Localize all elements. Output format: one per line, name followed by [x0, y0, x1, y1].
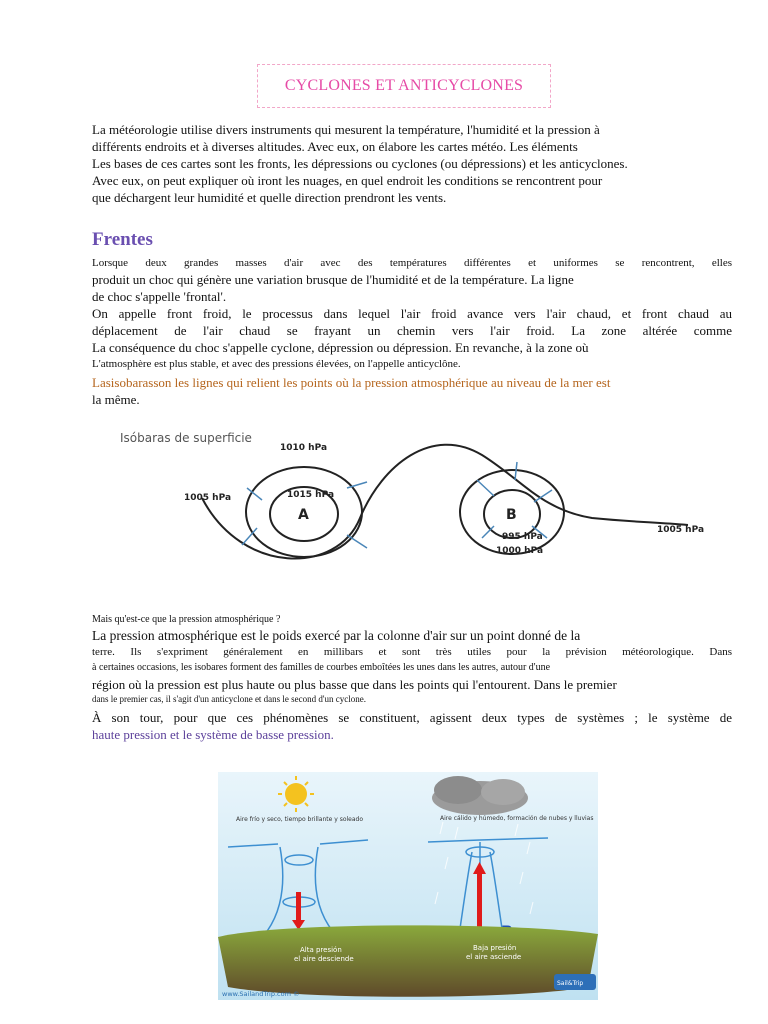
fronts-paragraph [92, 255, 732, 408]
pressure-line: La pression atmosphérique est le poids exercé par la colonne d'air sur un point donné de la [92, 628, 581, 643]
section-heading: Frentes [92, 229, 153, 250]
fronts-line: La conséquence du choc s'appelle cyclone, dépression ou dépression. En revanche, à la zone où [92, 340, 589, 355]
fronts-line: On appelle front froid, le processus dans lequel l'air froid avance vers l'air chaud, et front chaud au [92, 306, 732, 321]
pressure-line: dans le premier cas, il s'agit d'un anticyclone et dans le second d'un cyclone. [92, 694, 367, 704]
figure-caption: Isóbaras de superficie [120, 431, 252, 445]
low-pressure-sublabel: el aire asciende [466, 953, 522, 961]
intro-line: La météorologie utilise divers instruments qui mesurent la température, l'humidité et la pression à [92, 122, 600, 137]
isobar-definition: Lasisobarasson les lignes qui relient les points où la pression atmosphérique au niveau de la mer est [92, 375, 611, 390]
intro-line: Les bases de ces cartes sont les fronts, les dépressions ou cyclones (ou dépressions) et les anticyclones. [92, 156, 628, 171]
page-title: CYCLONES ET ANTICYCLONES [284, 77, 524, 94]
title-box [257, 64, 551, 108]
label-1005-left: 1005 hPa [184, 493, 232, 503]
pressure-line: à certaines occasions, les isobares forment des familles de courbes emboîtées les unes dans les autres, autour d'une [92, 662, 551, 673]
systems-line: À son tour, pour que ces phénomènes se constituent, agissent deux types de systèmes ; le système de [92, 710, 732, 725]
fronts-line: déplacement de l'air chaud se frayant un chemin vers l'air froid. La zone altérée comme [92, 323, 732, 338]
sun-icon [285, 783, 307, 805]
isobar-definition-end: la même. [92, 392, 140, 407]
question-line: Mais qu'est-ce que la pression atmosphérique ? [92, 614, 281, 625]
logo-text: Sail&Trip [557, 980, 584, 987]
intro-line: que déchargent leur humidité et quelle direction prendront les vents. [92, 190, 447, 205]
systems-line: haute pression et le système de basse pression. [92, 727, 334, 742]
low-pressure-label: Baja presión [473, 944, 517, 952]
label-1015: 1015 hPa [287, 490, 335, 500]
cloud-puff-icon [481, 779, 525, 805]
label-1005-right: 1005 hPa [657, 525, 705, 535]
label-995: 995 hPa [502, 532, 543, 542]
high-pressure-letter: A [298, 507, 309, 523]
high-pressure-caption: Aire frío y seco, tiempo brillante y soleado [236, 816, 364, 823]
pressure-line: terre. Ils s'expriment généralement en millibars et sont très utiles pour la prévision météorologique. Dans [92, 646, 732, 658]
intro-line: Avec eux, on peut expliquer où iront les nuages, en quel endroit les conditions se rencontrent pour [92, 173, 603, 188]
ground-slab [218, 925, 598, 996]
fronts-line: Lorsque deux grandes masses d'air avec des températures différentes et uniformes se rencontrent, elles [92, 257, 732, 269]
isobar-figure [92, 410, 716, 585]
intro-paragraph [92, 121, 732, 206]
label-1000: 1000 hPa [496, 546, 544, 556]
pressure-systems-figure [218, 772, 598, 1000]
figure-credit: www.SailandTrip.com © [222, 990, 300, 998]
cloud-puff-icon [434, 776, 482, 804]
low-pressure-caption: Aire cálido y húmedo, formación de nubes y lluvias [440, 815, 594, 822]
fronts-line: de choc s'appelle 'frontal'. [92, 289, 227, 304]
label-1010: 1010 hPa [280, 443, 328, 453]
high-pressure-sublabel: el aire desciende [294, 955, 354, 963]
fronts-line: produit un choc qui génère une variation brusque de l'humidité et de la température. La ligne [92, 272, 574, 287]
pressure-line: région où la pression est plus haute ou plus basse que dans les points qui l'entourent. Dans le premier [92, 677, 617, 692]
high-pressure-label: Alta presión [300, 946, 342, 954]
fronts-line: L'atmosphère est plus stable, et avec des pressions élevées, on l'appelle anticyclône. [92, 358, 461, 370]
intro-line: différents endroits et à diverses altitudes. Avec eux, on élabore les cartes météo. Les éléments [92, 139, 578, 154]
pressure-section [92, 612, 732, 743]
low-pressure-letter: B [506, 507, 517, 523]
